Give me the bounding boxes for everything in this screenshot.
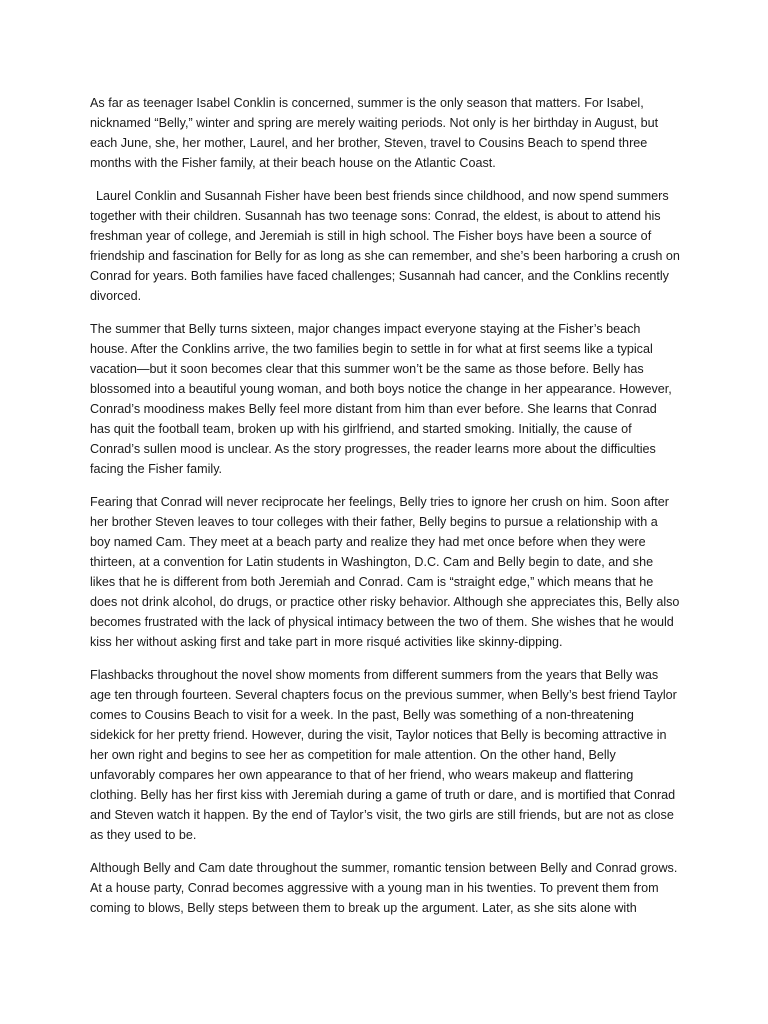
paragraph-3: The summer that Belly turns sixteen, major changes impact everyone staying at the Fisher’s beach house. After the Conklins arrive, the two families begin to settle in for what at first seems like a typical vacation—but it soon becomes clear that this summer won’t be the same as those before. Belly has blossomed into a beautiful young woman, and both boys notice the change in her appearance. However, Conrad’s moodiness makes Belly feel more distant from him than ever before. She learns that Conrad has quit the football team, broken up with his girlfriend, and started smoking. Initially, the cause of Conrad’s sullen mood is unclear. As the story progresses, the reader learns more about the difficulties facing the Fisher family. bbox=[90, 322, 672, 476]
document-body bbox=[90, 93, 680, 931]
paragraph-2: Laurel Conklin and Susannah Fisher have been best friends since childhood, and now spend summers together with their children. Susannah has two teenage sons: Conrad, the eldest, is about to attend his freshman year of college, and Jeremiah is still in high school. The Fisher boys have been a source of friendship and fascination for Belly for as long as she can remember, and she’s been harboring a crush on Conrad for years. Both families have faced challenges; Susannah had cancer, and the Conklins recently divorced. bbox=[90, 189, 680, 303]
paragraph-1: As far as teenager Isabel Conklin is concerned, summer is the only season that matters. For Isabel, nicknamed “Belly,” winter and spring are merely waiting periods. Not only is her birthday in August, but each June, she, her mother, Laurel, and her brother, Steven, travel to Cousins Beach to spend three months with the Fisher family, at their beach house on the Atlantic Coast. bbox=[90, 96, 659, 170]
paragraph-4: Fearing that Conrad will never reciprocate her feelings, Belly tries to ignore her crush on him. Soon after her brother Steven leaves to tour colleges with their father, Belly begins to pursue a relationship with a boy named Cam. They meet at a beach party and realize they had met once before when they were thirteen, at a convention for Latin students in Washington, D.C. Cam and Belly begin to date, and she likes that he is different from both Jeremiah and Conrad. Cam is “straight edge,” which means that he does not drink alcohol, do drugs, or practice other risky behavior. Although she appreciates this, Belly also becomes frustrated with the lack of physical intimacy between the two of them. She wishes that he would kiss her without asking first and take part in more risqué activities like skinny-dipping. bbox=[90, 495, 680, 649]
paragraph-5: Flashbacks throughout the novel show moments from different summers from the years that Belly was age ten through fourteen. Several chapters focus on the previous summer, when Belly’s best friend Taylor comes to Cousins Beach to visit for a week. In the past, Belly was something of a non-threatening sidekick for her pretty friend. However, during the visit, Taylor notices that Belly is becoming attractive in her own right and begins to see her as competition for male attention. On the other hand, Belly unfavorably compares her own appearance to that of her friend, who wears makeup and flattering clothing. Belly has her first kiss with Jeremiah during a game of truth or dare, and is mortified that Conrad and Steven watch it happen. By the end of Taylor’s visit, the two girls are still friends, but are not as close as they used to be. bbox=[90, 668, 677, 842]
paragraph-6: Although Belly and Cam date throughout the summer, romantic tension between Belly and Conrad grows. At a house party, Conrad becomes aggressive with a young man in his twenties. To prevent them from coming to blows, Belly steps between them to break up the argument. Later, as she sits alone with bbox=[90, 861, 678, 915]
